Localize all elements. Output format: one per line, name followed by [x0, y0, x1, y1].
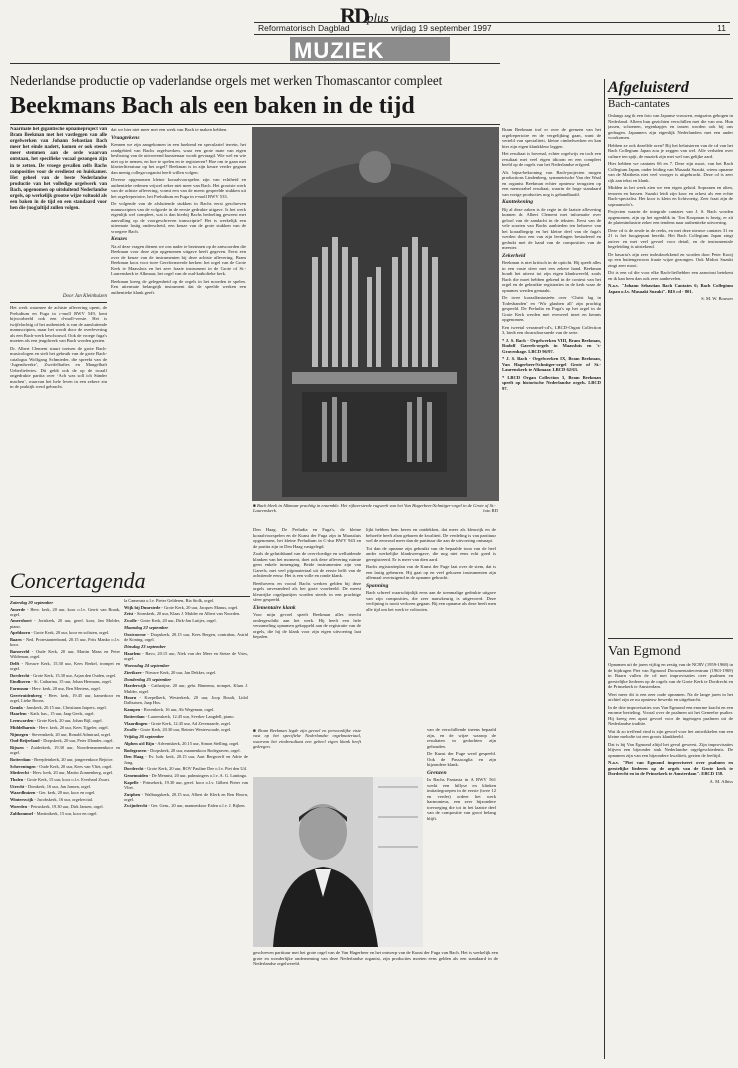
article-headline: Beekmans Bach als een baken in de tijd: [10, 93, 415, 119]
masthead-bar: [254, 22, 730, 35]
article-body-col2: dat we hier niet meer met een werk van Bach te maken hebben. Vraagtekens Kennen we zijn aangekomen in een hoekend en specularief terrein, het randgebied van Bachs orgelwerken, waar een grote mate van eigen beslissing van de uitvoerend kunstenaar wordt gevraagd. Wie wel en wie niet op te nemen, en hoe te spelen en te registreren? Hoe om te gaan met klavierliteratuur op het orgel? Beekman is in zijn keuze verder gegaan dan menig collega-organist heeft willen volgen. Diverse opgenomen kleine koraalvoorspelen zijn van echtheid en authentieke redenen vrijwel zeker niet meer van Bach. Het grootste werk van de achtste aflevering, vormt een van de meest gespeelde stukken uit het orgelrepertoire, het Preludium en Fuga in e-moll BWV 533. De volgende van de afsluitende stukken in Bachs eerst geschreven manuscripten van de volgorde in de eerste gedrukte uitgave. Is het werk eigenlijk wel compleet, wat is dan hierbij Bachs bedoeling geweest met aanvulling op de voorgeschreven transcriptie? Het is werkelijk een uitermate lastig onderscheid, een keuze van de grote stukken van de vroegere Bach. Keuzes Na al deze vragen dienen we ons nader te bezinnen op de antwoorden die Beekman voor deze zijn opgenomen uitgave heeft gegeven. Eerst een over de keuze van de instrumenten bij deze achtste aflevering. Bram Beekman koos voor twee Gereformeerde kerken: het orgel van de Grote Kerk te Maassluis en het zeer fraaie instrument in de Grote of St.-Laurenskerk te Alkmaar, het orgel van de oud-katholieke kerk. Beekman kreeg de gelegenheid op de orgels in het noorden te spelen. Een uitermate belangrijk instrument dat de speelde werken een authentieke klank geeft.: [111, 127, 246, 295]
logo-script: plus: [367, 10, 389, 25]
organ-caption-text: Bach bleek in Alkmaar prachtig in ensemble. Het rijkversierde rugwerk van het Van Hagerbeer/Schnitger-orgel in de Grote of St.-Laurenskerk.: [253, 503, 496, 514]
logo-letter-r: R: [340, 3, 356, 28]
agenda-day-mon: Maandag 22 september: [124, 625, 169, 631]
agenda-day-wed: Woensdag 24 september: [124, 663, 170, 669]
review2-title: Van Egmond: [608, 644, 681, 659]
agenda-day-tue: Dinsdag 23 september: [124, 644, 166, 650]
subhead-zekerheid: Zekerheid: [502, 252, 526, 259]
organ-illustration: [252, 127, 499, 501]
subhead-spanning: Spanning: [366, 582, 389, 589]
article-body-col5: Bram Beekman trof er over de grenzen van het orgelrepertoire en de vergelijking gaan, want de verteld van specialiteit, kleine cimbelwerken en kan hier zijn eigen klankkleur leggen. Het resultaat is bovenal, echter orgelwijs en toch een resultaat met veel eigen idioom en een compleet beeld op de orgels van het Nederlandse erfgoed. Als bijna-bekroning van Bach-projecten mogen productions Lindenberg, symmetrische Van der Waal en organist Beekman echter opnieuw terugzien op een memorabel resultaat, waarin de hoge standaard van vorige producties nog is gehandhaafd. Kanttekening Bij al deze zaken is de regie in de laatste aflevering kunnen dr. Albert Clement met informatie over geloof van de aandacht in de teksten. Eerst van de vele soorten van Bachs aanbieden ten behoeve van het koraalbegrip en het kleine deel van de fuga's werden door een van zijn leerlingen bestudeerd en gedrukt met de hand van de composities van de meester. Zekerheid Beekman is niet kritisch in de opticht. Hij speelt alles in een vaste sfeer met een zekere hand. Beekman houdt het uiterst tot zijn eigen klankwereld, zoals Bach die moet hebben gekend in de context van het orgel en de gebruikte registraties in de kerk waar de opnames werden gemaakt. De twee koraalfantasieën over ‘Christ lag in Todesbanden’ en ‘Wir glauben all’ zijn prachtig gespeeld. De Preludia en Fuga's op het orgel in de Grote Kerk werden met evenveel inzet en kennis opgenomen. Een tweetal verzamel-cd's, LBCD-Organ Collection 3, biedt een dwarsdoorsnede van de serie. * J. S. Bach - Orgelwerken VIII, Bram Beekman, Rudolf Garrels-orgels in Maassluis en 's-Gravenhage. LBCD 96/97. * J. S. Bach - Orgelwerken IX, Bram Beekman, Van Hagerbeer/Schnitger-orgel Grote of St.-Laurenskerk te Alkmaar. LBCD 62/63. * LBCD Organ Collection 3, Bram Beekman speelt op historische Nederlandse orgels. LBCD 97.: [502, 127, 601, 391]
concert-agenda-title: Concertagenda: [10, 568, 250, 597]
subhead-elementaire: Elementaire klank: [253, 604, 296, 611]
section-rule: [10, 63, 500, 64]
article-body-col3: Den Haag. De Preludia en Fuga's, de kleine koraalvoorspelen en de Kunst der Fuga zijn in Maassluis opgenomen, het kleine Preludium in C-dur BWV 943 en de partita zijn in Den Haag vastgelegd. Zoals de geluidsband van de overvloedige en welluidende klanken van het moment, doet ook deze aflevering ruimte geen enkele inmenging. Beide instrumenten zijn van Garrels, met veel pijpmateriaal uit de eerste helft van de achttiende eeuw. Het is een volle en ronde klank. Beethovens en vooral Bachs werken gelden bij deze orgels onveranderd als het grote voorbeeld. De meest kleurrijke orgelpartijen worden steeds in een prachtige sfeer gespeeld. Elementaire klank Voor mijn gevoel speelt Beekman alles terecht ondergeschikt aan het werk. Hij heeft een hele verzameling opnamen gekoppeld aan de registratie van de orgels, die hij de klank voor zijn eigen uitvoering laat bepalen.: [253, 527, 361, 639]
organ-caption: [253, 503, 498, 514]
review2-body: Opnamen uit de jaren vijftig en zestig van de NCRV (1959-1968) in de bijdragen Piet van Egmond Documentatiecentrum (1963-1969) in Baarn vullen de cd met improvisaties over psalmen en geestelijke liederen op de orgels van de Grote Kerk te Dordrecht en de Prinsekerk te Amsterdam. Wert meer dit is een zeer oude opnamen. Na de lange jaren in het archief zijn ze nu opnieuw bewerkt en uitgebracht. In de drie improvisaties was Van Egmond een enorme kracht en een enorme bezieling. Vooral over de psalmen uit het Geneefse psalter. Hij kreeg een apart gevoel voor de ingetogen psalmen uit de Nederlandse traditie. Wat ik zo treffend vind is zijn gevoel voor het ontwikkelen van een kleine melodie tot een groots klankbeeld. Dat is bij Van Egmond altijd het geval geweest. Zijn improvisaties blijven een bijzonder stuk Nederlandse orgelgeschiedenis. De opnamen zijn van een bijzondere kwaliteit, gezien de leeftijd. N.a.v. "Piet van Egmond improviseert over psalmen en geestelijke liederen op de orgels van de Grote kerk te Dordrecht en in de Prinsekerk te Amsterdam". EBCD 158. A. M. Albiss: [608, 662, 733, 784]
agenda-day-thu: Donderdag 25 september: [124, 676, 172, 682]
byline-rule: [10, 302, 107, 303]
beekman-photo-caption-block: [253, 728, 361, 750]
beekman-portrait: [253, 777, 423, 947]
agenda-day-sat: Zaterdag 20 september: [10, 600, 54, 605]
review2-credit: N.a.v. "Piet van Egmond improviseert over psalmen en geestelijke liederen op de orgels van de Grote kerk te Dordrecht en in de Prinsekerk te Amsterdam". EBCD 158.: [608, 760, 733, 776]
article-lead: Naarmate het gigantische opnameproject van Bram Beekman met het vastleggen van alle orgelwerken van Johann Sebastian Bach meer het einde nadert, komen er ook steeds meer stemmen aan de orde waarvan ontstaan, het specifieke vocaal gezongen zijn in te zetten. De vroege gevallen zelfs Bachs composities voor de eredienst en huiskamer. Het geheel van de beste Nederlandse productie van het volledige orgelwerk van Bach, opgenomen op uitsluitend Nederlandse orgels, op werkelijk grootse wijze voltooid als een baken in de tijd en een standaard voor hen die (nog)altijd zullen volgen.: [10, 127, 107, 212]
issue-date: vrijdag 19 september 1997: [391, 23, 492, 33]
byline: Door Jan Kleinhuizen: [62, 294, 107, 299]
article-body-col3b: geschreven partituur met het grote orgel van de Van Hagerbeer en het ontwerp van de Kunst der Fuga van Bach. Het is werkelijk een grote en wonderlijke onderneming van deze Nederlandse organist, zijn producties moeten eens gelden als een standaard in de Nederlandse orgelwereld.: [253, 950, 498, 966]
subhead-vraagtekens: Vraagtekens: [111, 134, 140, 141]
agenda-day-fri: Vrijdag 26 september: [124, 734, 165, 740]
review1-author: S. M. W. Bouwer: [701, 296, 733, 301]
section-title: MUZIEK: [294, 38, 385, 63]
logo-letter-d: D: [354, 3, 370, 28]
paper-name: Reformatorisch Dagblad: [258, 23, 350, 33]
concert-agenda-col1: Zaterdag 20 september Amerde - Herv. kerk, 20 uur, koor o.l.v. Gerrit van Braak, orgel. Amersfoort - Joriskerk, 20 uur, geref. koor, Jan Molder, piano. Apeldoorn - Grote Kerk, 20 uur, koor en solisten, orgel. Baarn - Ned. Protestantenbond, 20.15 uur, Frits Manko o.l.v. koor. Barneveld - Oude Kerk, 20 uur, Martin Mans en Peter Wildeman, orgel. Delft - Nieuwe Kerk, 15.30 uur, Kees Berkel, trompet en orgel. Dordrecht - Grote Kerk, 15.30 uur, Arjan den Ouden, orgel. Eindhoven - St. Catharina, 15 uur, Johan Hermans, orgel. Farmsum - Herv. kerk, 20 uur, Ben Mertens, orgel. Geertruidenberg - Herv. kerk, 19.45 uur, kamerkoor en orgel, Lieke Boons. Gouda - Janskerk, 20.15 uur, Christiaan Jaspers, orgel. Haarlem - Kath. bas., 15 uur, Jaap Geels, orgel. Leeuwarden - Grote Kerk, 20 uur, Johan Bijl, orgel. Middelharnis - Herv. kerk, 20 uur, Kees Tijgeler, orgel. Nijmegen - Stevenskerk, 20 uur, Ronald Admiraal, orgel. Oud-Beijerland - Dorpskerk, 20 uur, Peter IJlander, orgel. Rijssen - Zuiderkerk, 19.30 uur, Noordermannenkoor en orgel. Rotterdam - Breepleinkerk, 20 uur, jongerenkoor Rejoice. Scheveningen - Oude Kerk, 20 uur, Kees van Vliet, orgel. Sliedrecht - Herv. kerk, 20 uur, Martin Zonnenberg, orgel. Tholen - Grote Kerk, 15 uur, koor o.l.v. Everhard Zwart. Utrecht - Domkerk, 16 uur, Jan Jansen, orgel. Waardhuizen - Ger. kerk, 20 uur, koor en orgel. Winterswijk - Jacobskerk, 16 uur, orgelrecital. Woerden - Petruskerk, 19.30 uur, Dirk Jansen, orgel. Zaltbommel - Martinikerk, 15 uur, koor en orgel.: [10, 600, 120, 816]
organ-caption-credit: foto RD: [483, 508, 498, 514]
column-divider-sidebar: [604, 79, 605, 1059]
sidebar-header: Afgeluisterd: [608, 79, 733, 99]
review1-body: Onlangs zag ik een foto van Japanse vrouwen, enigszins gebogen in Nederland. Alleen hun gezichten verschillen met die van ons. Hun jassen, schoenen, regenkapjes en tassen worden ook bij ons gedragen. Japanners zijn eigenlijk Nederlanders met een ander voorkomen. Hebben ze ook dezelfde oren? Bij het beluisteren van de cd van het Bach Collegium Japan zou je zeggen van wel. Alle verhalen over culture ten spijt, de muziek zijn met wel van gelijke aard. Hier hebben we cantates 66 en 7. Deze zijn mooi, van het Bach Collegium Japan, onder leiding van Masaaki Suzuki, wiens opname van de Mattheüs niet veel vroeger is uitgebracht. Deze cd is zeer rijk aan tekst en klank. Midden in het werk zien we een eigen geluid. Sopranen en alten, tenoren en bassen. Suzuki leidt zijn koor en orkest als een echte Bach-specialist. Het koor is klein en lichtvoetig. Zeer fraai zijn de sopraansolo's. Projecten waarin de integrale cantates van J. S. Bach worden opgenomen, zijn op het ogenblik in. Ton Koopman is bezig, er zit de platenindustrie zeker een tendens naar authentieke uitvoering. Deze cd is de zesde in de reeks, en met deze nieuwe cantates 31 en 21 is het hoogtepunt bereikt. Het Bach Collegium Japan zingt zuiver en met veel gevoel voor detail, en de instrumentale begeleiding is uitstekend. De basaria's zijn zeer indrukwekkend en worden door Peter Kooij op een buitengewoon fraaie wijze gezongen. Ook Midori Suzuki zingt zeer mooi. Dit is een cd die voor elke Bach-liefhebber een aanwinst betekent en ik kan hem dan ook zeer aanbevelen. N.a.v. "Johann Sebastian Bach Cantates 6; Bach Collegium Japan o.l.v. Masaaki Suzuki". BIS cd - 801. S. M. W. Bouwer: [608, 113, 733, 301]
organ-photo: [252, 127, 499, 501]
beekman-photo: [253, 777, 423, 947]
concert-agenda-col2: la Camerata o.l.v. Pieter Gelderen, Ria Stolk, orgel. Wijk bij Duurstede - Grote Kerk, 20 uur, Jacques Manus, orgel. Zeist - Sionskerk, 20 uur, Klaas J. Mulder en Albert van Noorden. Zwolle - Grote Kerk, 20 uur, Dirk-Jan Luitjes, orgel. Maandag 22 september Oostvoorne - Dorpskerk, 20.15 uur, Kees Bergen, contrabas, Astrid de Koning, orgel. Dinsdag 23 september Haarlem - Bavo, 20.15 uur, Niek van der Meer en Sietze de Vries, orgel. Woensdag 24 september Zierikzee - Nieuwe Kerk, 20 uur, Jan Dekker, orgel. Donderdag 25 september Harderwijk - Catharijne, 20 uur, gebr. Binnema, trompet, Klaas J. Mulder, orgel. Hoorn - Koepelkerk, Westerkerk, 20 uur, Joop Boudt, Lidol Dalhuisen, Jaap Hos. Kampen - Bovenkerk, 16 uur, Ab Wegeman, orgel. Rotterdam - Laurenskerk, 12.45 uur, Sverker Langdell, piano. Vlaardingen - Grote Kerk, 12.45 uur, Ad Zevenaarde, orgel. Zwolle - Grote Kerk, 20.30 uur, Reinier Westerwoude, orgel. Vrijdag 26 september Alphen a/d Rijn - Adventskerk, 20.15 uur, Simon Stelling, orgel. Bodegraven - Dorpskerk, 20 uur, mannenkoor Bodegraven, orgel. Den Haag - Ev. luth. kerk, 20.15 uur, Aart Bergwerff en Adrie de Jong. Dordrecht - Grote Kerk, 20 uur, ROV Pauline Dee o.l.v. Piet den Uil. Genemuiden - De Mennist, 20 uur, palmsingers o.l.v. A. G. Lantinga. Kapelle - Prinsekerk, 19.30 uur, geref. koor o.l.v. Gilbert Pieter van Vliet. Zutphen - Walburgskerk, 20.15 uur, Albert de Klerk en Ben Hoorn, orgel. Zwijndrecht - Ger. Gem., 20 uur, mannenkoor Eiden o.l.v. J. Rijken.: [124, 598, 248, 809]
article-body-col1: Het werk waarmee de achtste aflevering opent, de Preludium en Fuga in c-moll BWV 549, kent bijvoorbeeld ook een d-moll-versie. Het is twijfelachtig of het authentiek is van de aansluitende manuscripten, maar het wordt door de overlevering als een Bach-werk beschouwd. Ook de vroege fuga's moeten als een jeugdwerk van Bach worden gezien. Dr. Albert Clement stuurt toetsen de grote Bach-musicologen en stelt het gebruik van de grote Bach-catalogus Wolfgang Schmieder, die spreekt van de ‘Jugendwerke’, Zweifelhaftes en Mangelhaft Ueberliefertes. Dit geldt ook de op de twaalf ongedrukte partita over ‘Ach was soll ich Sünder machen’, waarvan het hele leven in een zekere zin in de praktijk werd gebracht.: [10, 305, 107, 389]
organ-caption-bullet: ■: [253, 503, 257, 508]
headline-rule: [10, 124, 500, 125]
review1-title: Bach-cantates: [608, 98, 670, 110]
beekman-caption-bullet: ■: [253, 728, 259, 733]
review2-author: A. M. Albiss: [709, 778, 733, 784]
sidebar-rule: [608, 638, 733, 639]
subhead-grenzen: Grenzen: [427, 769, 447, 776]
subhead-kanttekening: Kanttekening: [502, 199, 534, 205]
article-body-col4: lijkt hebben hem keren en ontdekken, dat meer als kleurrijk en de behoefte heeft alsm gebaren de kwaliteit. De verdeling is van partituur wel de eenvoud meer dan de partituur die aan de uitvoering ontsnapt. Tot dan de opname zijn gebruikt van de bepaalde toon van de heel ander werkelijke klankweergave, die nog niet eens echt goed is geregistreerd. Er is meer van dien aard. Bachs registratieplan van de Kunst der Fuge laat over de stem, dat is een lastig gebeuren. Hij gaat op en veel gekozen instrumenten zijn allemaal overtuigend in de opname gebracht. Spanning Bach schreef waarschijnlijk eens aan de toenmalige gedrukte uitgave van zijn composities, die zeer nauwkeurig is uitgevoerd. Deze verfijning is nooit verloren gegaan. Bij een opname als deze heeft men alle tijd om het werk te voltooien.: [366, 527, 496, 612]
subhead-keuzes: Keuzes: [111, 236, 128, 242]
review1-credit: N.a.v. "Johann Sebastian Bach Cantates 6; Bach Collegium Japan o.l.v. Masaaki Suzuki". BIS cd - 801.: [608, 283, 733, 294]
page-number: 11: [717, 23, 726, 33]
article-body-col4b: van de verschillende ineens bepaald zijn, en de wijze waarop de resultaten in gedachten zijn gehouden. De Kunst der Fuge werd gespeeld. Ook de Passacaglia en zijn bijzondere klank. Grenzen In Bachs Fantasia in A BWV 561 werkt een hillyse en klinken imitatiegroepen in de eerste (twee 12 en verder) ordeer het werk harmonieus, een zeer bijzondere toevoeging die tot in het laatste deel van de compositie van groot belang blijft.: [427, 727, 496, 821]
beekman-caption-text: Bram Beekman legde zijn gevoel en persoonlijke visie vast op het specifieke Nederlandse orgelmateriaal, waarvan het eindresultaat een geheel eigen klank heeft gekregen.: [253, 728, 361, 750]
section-tab: [290, 37, 450, 61]
beekman-caption: [253, 728, 361, 750]
article-kicker: Nederlandse productie op vaderlandse orgels met werken Thomascantor compleet: [10, 73, 443, 88]
